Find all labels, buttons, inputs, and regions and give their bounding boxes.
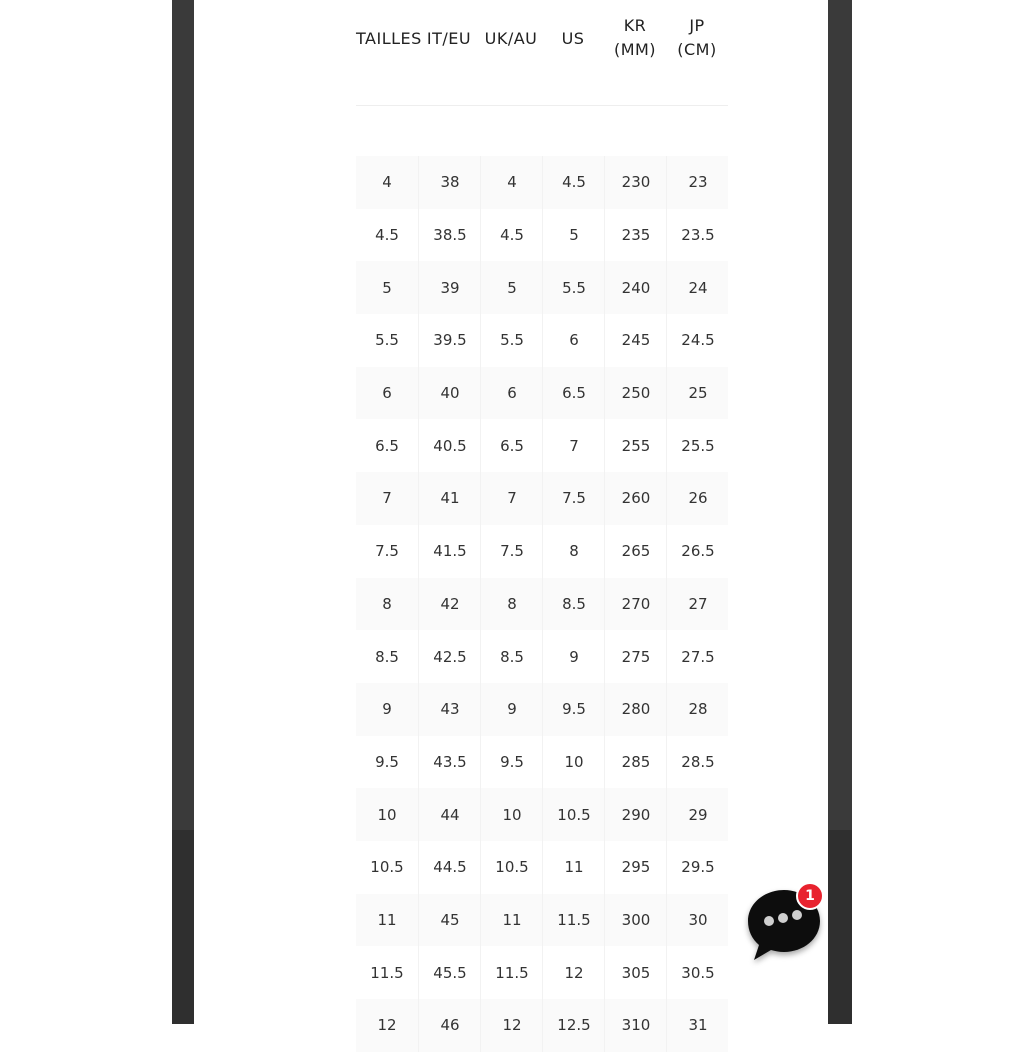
table-cell: 31 — [666, 999, 729, 1052]
table-cell: 40 — [418, 367, 481, 420]
table-row — [356, 156, 728, 209]
right-gutter — [852, 0, 1024, 1024]
table-cell: 10 — [377, 805, 397, 824]
table-row — [356, 261, 728, 314]
header-jp-cm: JP (CM) — [677, 16, 717, 59]
table-cell: 30.5 — [666, 946, 729, 999]
table-cell: 6 — [480, 367, 543, 420]
table-row — [356, 894, 728, 947]
table-cell: 26.5 — [666, 525, 729, 578]
table-cell: 11 — [480, 894, 543, 947]
left-gutter — [0, 0, 172, 1024]
table-cell: 26 — [666, 472, 729, 525]
table-cell: 255 — [604, 419, 667, 472]
table-cell: 29 — [666, 788, 729, 841]
table-cell: 7.5 — [375, 542, 399, 561]
table-row — [356, 946, 728, 999]
table-cell: 4.5 — [480, 209, 543, 262]
table-cell: 44 — [418, 788, 481, 841]
table-cell: 8.5 — [375, 647, 399, 666]
table-cell: 8.5 — [480, 630, 543, 683]
size-guide-panel[interactable] — [194, 0, 828, 1035]
table-cell: 8 — [542, 525, 605, 578]
table-row — [356, 578, 728, 631]
table-row — [356, 314, 728, 367]
table-cell: 5 — [480, 261, 543, 314]
table-cell: 11.5 — [542, 894, 605, 947]
table-cell: 28.5 — [666, 736, 729, 789]
table-cell: 43.5 — [418, 736, 481, 789]
table-cell: 5.5 — [375, 331, 399, 350]
table-cell: 300 — [604, 894, 667, 947]
table-cell: 6 — [382, 384, 392, 403]
table-cell: 6 — [542, 314, 605, 367]
table-cell: 4.5 — [542, 156, 605, 209]
table-cell: 12.5 — [542, 999, 605, 1052]
table-row — [356, 367, 728, 420]
header-tailles: TAILLES — [356, 29, 422, 48]
table-cell: 7 — [382, 489, 392, 508]
table-cell: 11.5 — [370, 963, 404, 982]
table-cell: 260 — [604, 472, 667, 525]
table-row — [356, 209, 728, 262]
table-cell: 230 — [604, 156, 667, 209]
table-cell: 10.5 — [542, 788, 605, 841]
table-cell: 6.5 — [542, 367, 605, 420]
table-cell: 10 — [542, 736, 605, 789]
table-cell: 245 — [604, 314, 667, 367]
table-cell: 7.5 — [542, 472, 605, 525]
table-cell: 9.5 — [542, 683, 605, 736]
table-cell: 45 — [418, 894, 481, 947]
table-cell: 4.5 — [375, 226, 399, 245]
table-cell: 40.5 — [418, 419, 481, 472]
table-cell: 8.5 — [542, 578, 605, 631]
table-cell: 23 — [666, 156, 729, 209]
table-cell: 12 — [377, 1016, 397, 1035]
table-cell: 23.5 — [666, 209, 729, 262]
table-cell: 275 — [604, 630, 667, 683]
table-cell: 9.5 — [480, 736, 543, 789]
table-cell: 25.5 — [666, 419, 729, 472]
table-row — [356, 419, 728, 472]
table-cell: 4 — [480, 156, 543, 209]
table-cell: 41.5 — [418, 525, 481, 578]
table-cell: 7 — [542, 419, 605, 472]
table-cell: 10.5 — [370, 858, 404, 877]
table-cell: 30 — [666, 894, 729, 947]
table-cell: 5 — [542, 209, 605, 262]
table-row — [356, 788, 728, 841]
table-cell: 4 — [382, 173, 392, 192]
table-row — [356, 683, 728, 736]
table-cell: 24.5 — [666, 314, 729, 367]
table-cell: 25 — [666, 367, 729, 420]
table-cell: 11 — [542, 841, 605, 894]
table-cell: 27.5 — [666, 630, 729, 683]
table-cell: 285 — [604, 736, 667, 789]
table-row — [356, 736, 728, 789]
table-cell: 305 — [604, 946, 667, 999]
table-cell: 7 — [480, 472, 543, 525]
table-cell: 28 — [666, 683, 729, 736]
table-cell: 39 — [418, 261, 481, 314]
table-cell: 42.5 — [418, 630, 481, 683]
table-cell: 11 — [377, 910, 397, 929]
table-cell: 9 — [382, 700, 392, 719]
table-cell: 44.5 — [418, 841, 481, 894]
table-cell: 5 — [382, 278, 392, 297]
table-row — [356, 630, 728, 683]
table-cell: 270 — [604, 578, 667, 631]
table-cell: 8 — [382, 594, 392, 613]
size-chart-header — [356, 0, 728, 106]
table-cell: 9.5 — [375, 752, 399, 771]
table-cell: 9 — [542, 630, 605, 683]
table-cell: 27 — [666, 578, 729, 631]
table-cell: 39.5 — [418, 314, 481, 367]
table-cell: 290 — [604, 788, 667, 841]
table-cell: 12 — [480, 999, 543, 1052]
table-row — [356, 999, 728, 1052]
table-cell: 38.5 — [418, 209, 481, 262]
table-cell: 5.5 — [542, 261, 605, 314]
table-row — [356, 841, 728, 894]
table-cell: 11.5 — [480, 946, 543, 999]
table-cell: 295 — [604, 841, 667, 894]
table-cell: 265 — [604, 525, 667, 578]
table-cell: 8 — [480, 578, 543, 631]
table-cell: 29.5 — [666, 841, 729, 894]
table-cell: 45.5 — [418, 946, 481, 999]
notification-badge: 1 — [796, 882, 824, 910]
table-cell: 42 — [418, 578, 481, 631]
table-cell: 41 — [418, 472, 481, 525]
header-it-eu: IT/EU — [426, 29, 472, 48]
table-cell: 280 — [604, 683, 667, 736]
table-cell: 24 — [666, 261, 729, 314]
table-row — [356, 525, 728, 578]
table-cell: 6.5 — [480, 419, 543, 472]
table-cell: 46 — [418, 999, 481, 1052]
table-cell: 240 — [604, 261, 667, 314]
table-cell: 12 — [542, 946, 605, 999]
table-row — [356, 472, 728, 525]
header-us: US — [561, 29, 585, 48]
table-cell: 310 — [604, 999, 667, 1052]
table-cell: 250 — [604, 367, 667, 420]
header-uk-au: UK/AU — [484, 29, 538, 48]
table-cell: 6.5 — [375, 436, 399, 455]
table-cell: 7.5 — [480, 525, 543, 578]
table-cell: 235 — [604, 209, 667, 262]
table-cell: 10 — [480, 788, 543, 841]
table-cell: 10.5 — [480, 841, 543, 894]
table-cell: 9 — [480, 683, 543, 736]
table-cell: 5.5 — [480, 314, 543, 367]
header-kr-mm: KR (MM) — [613, 16, 657, 59]
table-cell: 43 — [418, 683, 481, 736]
size-chart-body — [356, 156, 728, 1052]
table-cell: 38 — [418, 156, 481, 209]
